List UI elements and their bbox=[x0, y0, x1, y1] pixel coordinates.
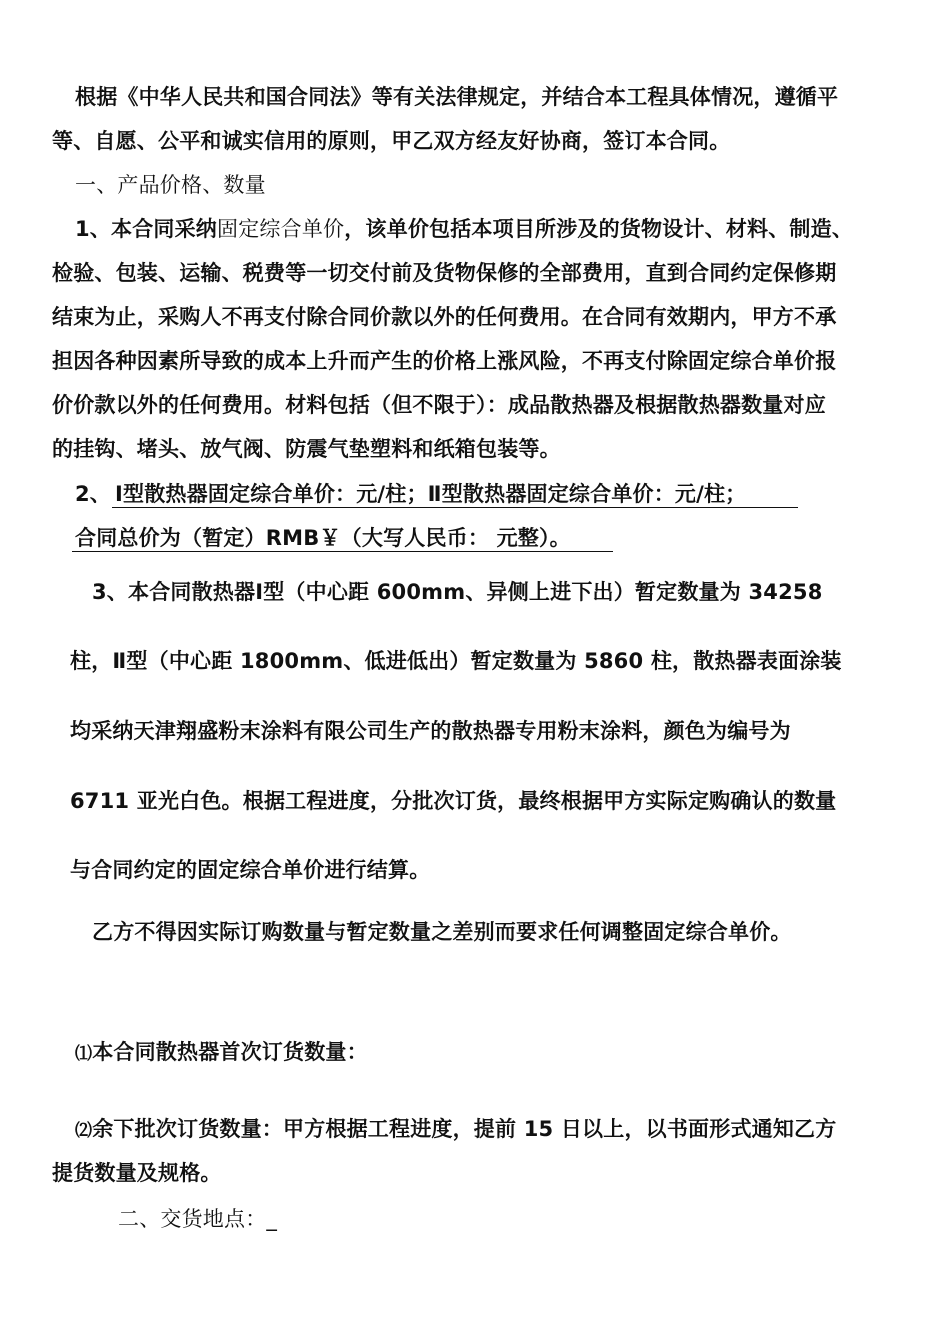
fixed-unit-price-term: 固定综合单价 bbox=[217, 217, 345, 241]
item-2-underline-1 bbox=[112, 507, 798, 508]
intro-line-1: 根据《中华人民共和国合同法》等有关法律规定，并结合本工程具体情况，遵循平 bbox=[75, 85, 839, 109]
sub-item-2-marker: ⑵ bbox=[75, 1121, 93, 1141]
item-1-line-5: 价价款以外的任何费用。材料包括（但不限于）：成品散热器及根据散热器数量对应 bbox=[52, 393, 826, 417]
sub-item-1-text: 本合同散热器首次订货数量： bbox=[92, 1040, 368, 1064]
item-3-line-4: 6711 亚光白色。根据工程进度，分批次订货，最终根据甲方实际定购确认的数量 bbox=[70, 789, 837, 813]
item-3-line-1: 3、本合同散热器Ⅰ型（中心距 600mm、异侧上进下出）暂定数量为 34258 bbox=[92, 580, 823, 604]
intro-line-2: 等、自愿、公平和诚实信用的原则，甲乙双方经友好协商，签订本合同。 bbox=[52, 129, 731, 153]
item-1-line-4: 担因各种因素所导致的成本上升而产生的价格上涨风险，不再支付除固定综合单价报 bbox=[52, 349, 837, 373]
item-1-prefix: 1、本合同采纳 bbox=[75, 217, 218, 241]
sub-item-2-text: 余下批次订货数量：甲方根据工程进度，提前 15 日以上，以书面形式通知乙方 bbox=[92, 1117, 837, 1141]
item-2-underline-2 bbox=[72, 551, 613, 552]
item-1-line-3: 结束为止，采购人不再支付除合同价款以外的任何费用。在合同有效期内，甲方不承 bbox=[52, 305, 837, 329]
quantity-note: 乙方不得因实际订购数量与暂定数量之差别而要求任何调整固定综合单价。 bbox=[92, 920, 792, 944]
delivery-location-blank: _ bbox=[266, 1207, 278, 1231]
item-2-unit-prices: Ⅰ型散热器固定综合单价：元/柱；Ⅱ型散热器固定综合单价：元/柱； bbox=[115, 482, 747, 506]
item-1-line-1-rest: ，该单价包括本项目所涉及的货物设计、材料、制造、 bbox=[344, 217, 854, 241]
item-1-line-1 bbox=[75, 214, 853, 244]
item-1-line-6: 的挂钩、堵头、放气阀、防震气垫塑料和纸箱包装等。 bbox=[52, 437, 561, 461]
item-3-line-2: 柱，Ⅱ型（中心距 1800mm、低进低出）暂定数量为 5860 柱，散热器表面涂装 bbox=[70, 649, 842, 673]
section-2-heading bbox=[118, 1204, 277, 1234]
section-1-heading: 一、产品价格、数量 bbox=[75, 173, 266, 197]
section-2-title: 二、交货地点： bbox=[118, 1207, 267, 1231]
sub-item-1 bbox=[75, 1037, 368, 1069]
sub-item-1-marker: ⑴ bbox=[75, 1044, 93, 1064]
sub-item-2-line-2: 提货数量及规格。 bbox=[52, 1161, 222, 1185]
item-3-line-3: 均采纳天津翔盛粉末涂料有限公司生产的散热器专用粉末涂料，颜色为编号为 bbox=[70, 719, 791, 743]
item-2-prefix: 2、 bbox=[75, 482, 112, 506]
item-1-line-2: 检验、包装、运输、税费等一切交付前及货物保修的全部费用，直到合同约定保修期 bbox=[52, 261, 837, 285]
item-3-line-5: 与合同约定的固定综合单价进行结算。 bbox=[70, 858, 431, 882]
sub-item-2-line-1 bbox=[75, 1114, 836, 1146]
item-2-total-price: 合同总价为（暂定）RMB￥（大写人民币： 元整）。 bbox=[75, 526, 571, 550]
